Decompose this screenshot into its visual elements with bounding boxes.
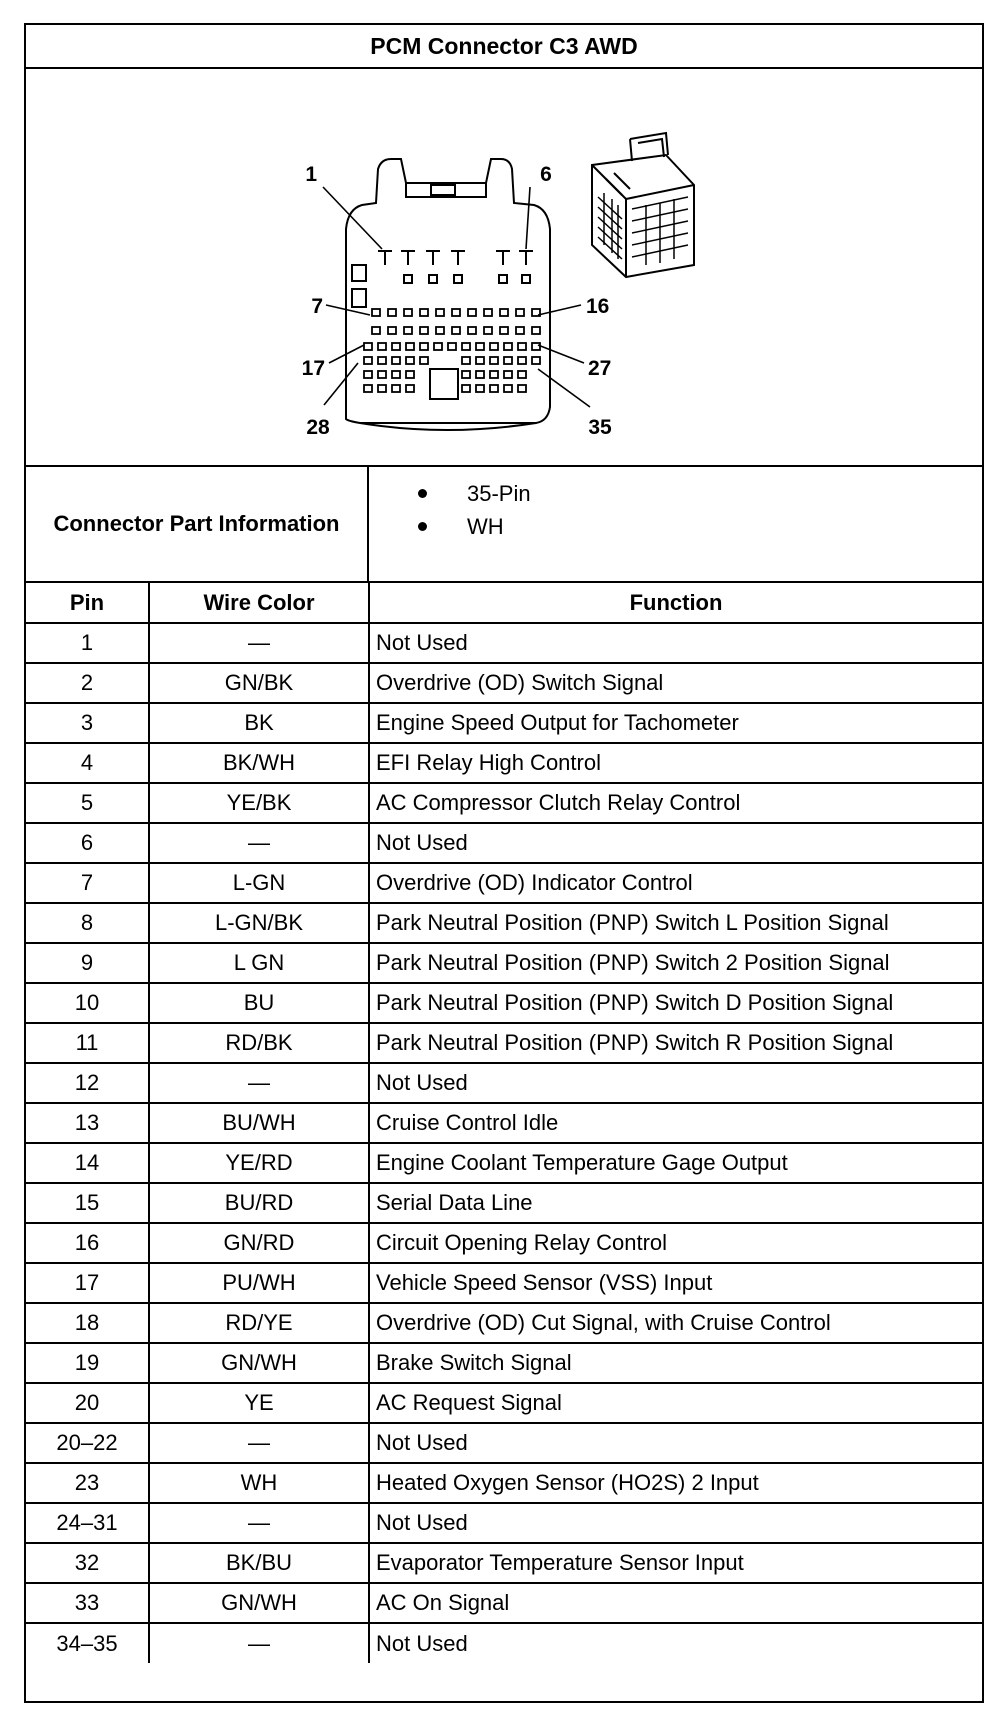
pin-cell: 17 [26,1263,149,1303]
pin-cavity [420,343,428,350]
wire-color-cell: RD/YE [149,1303,369,1343]
pin-cell: 11 [26,1023,149,1063]
pin-cavity [476,371,484,378]
pin-cavity [452,309,460,316]
leader-35 [538,369,590,407]
cpi-item-text: 35-Pin [467,481,531,506]
pin-cavity [448,343,456,350]
pin-cavity [404,309,412,316]
pin-cavity [504,357,512,364]
cpi-label: Connector Part Information [26,467,369,581]
pin-cavity [388,327,396,334]
pin-cavity [504,385,512,392]
wire-color-cell: GN/RD [149,1223,369,1263]
pin-cavity [388,309,396,316]
wire-color-cell: RD/BK [149,1023,369,1063]
function-cell: Serial Data Line [369,1183,982,1223]
cavity [404,275,412,283]
wire-color-cell: L-GN [149,863,369,903]
table-row [26,943,982,983]
pin-cell: 4 [26,743,149,783]
callout-17: 17 [301,357,325,380]
pin-cell: 34–35 [26,1623,149,1663]
function-cell: Circuit Opening Relay Control [369,1223,982,1263]
pin-cavity [452,327,460,334]
terminal-2 [401,251,415,265]
function-cell: AC Request Signal [369,1383,982,1423]
wire-color-cell: YE/RD [149,1143,369,1183]
table-row [26,1103,982,1143]
wire-color-cell: — [149,1503,369,1543]
pin-cavity [462,385,470,392]
pin-cavity [378,385,386,392]
callout-7: 7 [311,295,323,318]
pin-cell: 32 [26,1543,149,1583]
wire-color-cell: — [149,1423,369,1463]
function-cell: Overdrive (OD) Switch Signal [369,663,982,703]
page-title: PCM Connector C3 AWD [26,25,982,69]
table-row [26,1623,982,1663]
wire-color-cell: L GN [149,943,369,983]
leader-6 [526,187,530,249]
header-pin: Pin [26,583,149,623]
table-row [26,983,982,1023]
table-row [26,1343,982,1383]
pin-cell: 13 [26,1103,149,1143]
pin-cell: 5 [26,783,149,823]
pin-cavity [490,357,498,364]
pin-cavity [436,309,444,316]
table-row [26,623,982,663]
table-row [26,1423,982,1463]
pin-cavity [518,385,526,392]
pin-cavity [436,327,444,334]
function-cell: Evaporator Temperature Sensor Input [369,1543,982,1583]
bullet-icon [418,489,427,498]
pin-cavity [500,327,508,334]
pin-cell: 24–31 [26,1503,149,1543]
pin-cavity [364,385,372,392]
pin-cavity [532,327,540,334]
pin-cavity [392,371,400,378]
header-wire-color: Wire Color [149,583,369,623]
pin-cavity [476,357,484,364]
pin-cavity [476,385,484,392]
pin-cell: 18 [26,1303,149,1343]
pin-cavity [516,327,524,334]
pin-cavity [364,357,372,364]
pin-cavity [504,343,512,350]
pin-cavity [532,357,540,364]
wire-color-cell: BK [149,703,369,743]
wire-color-cell: BU/WH [149,1103,369,1143]
table-row [26,823,982,863]
table-row [26,1503,982,1543]
terminal-5 [496,251,510,265]
pin-cell: 20 [26,1383,149,1423]
pin-cavity [392,343,400,350]
function-cell: Brake Switch Signal [369,1343,982,1383]
table-row [26,903,982,943]
function-cell: Not Used [369,1503,982,1543]
callout-6: 6 [540,163,552,186]
wire-color-cell: YE/BK [149,783,369,823]
connector-housing-outline [346,159,550,423]
wire-color-cell: — [149,823,369,863]
function-cell: Not Used [369,823,982,863]
pin-cavity [392,385,400,392]
terminal-3 [426,251,440,265]
wire-color-cell: BU [149,983,369,1023]
pin-cell: 8 [26,903,149,943]
pin-cavity [420,357,428,364]
leader-16 [538,305,581,315]
function-cell: Park Neutral Position (PNP) Switch D Position Signal [369,983,982,1023]
table-row [26,663,982,703]
terminal-6 [519,251,533,265]
pin-cell: 33 [26,1583,149,1623]
pin-cavity [392,357,400,364]
wire-color-cell: BK/BU [149,1543,369,1583]
function-cell: Overdrive (OD) Cut Signal, with Cruise Control [369,1303,982,1343]
wire-color-cell: GN/WH [149,1343,369,1383]
wire-color-cell: — [149,623,369,663]
pin-cavity [406,385,414,392]
cavity [454,275,462,283]
pin-cavity [518,371,526,378]
table-row [26,783,982,823]
pin-cavity [372,309,380,316]
wire-color-cell: BK/WH [149,743,369,783]
pin-table-body [26,623,982,1663]
cavity [429,275,437,283]
top-terminal-row [378,251,533,265]
table-row [26,863,982,903]
pin-cell: 15 [26,1183,149,1223]
function-cell: Overdrive (OD) Indicator Control [369,863,982,903]
function-cell: Not Used [369,1423,982,1463]
cpi-item-text: WH [467,514,504,539]
table-row [26,743,982,783]
bottom-key [430,369,458,399]
pin-cavity [404,327,412,334]
pin-cavity [490,371,498,378]
pin-cell: 19 [26,1343,149,1383]
function-cell: Cruise Control Idle [369,1103,982,1143]
function-cell: EFI Relay High Control [369,743,982,783]
wire-color-cell: WH [149,1463,369,1503]
pin-cavity [476,343,484,350]
pin-cell: 16 [26,1223,149,1263]
table-row [26,1183,982,1223]
pin-cavity [518,343,526,350]
pin-cell: 2 [26,663,149,703]
pin-cavity [372,327,380,334]
function-cell: Engine Speed Output for Tachometer [369,703,982,743]
callout-27: 27 [588,357,612,380]
table-row [26,1463,982,1503]
pin-cell: 23 [26,1463,149,1503]
pin-cavity [406,343,414,350]
pin-grid [364,309,540,392]
table-row [26,703,982,743]
cavity [522,275,530,283]
connector-part-information [26,467,982,583]
header-function: Function [369,583,982,623]
pin-cavity [378,371,386,378]
pin-cavity [468,309,476,316]
cpi-item [369,477,980,510]
pin-cavity [434,343,442,350]
table-row [26,1303,982,1343]
callout-1: 1 [305,163,317,186]
table-row [26,1583,982,1623]
terminal-4 [451,251,465,265]
pin-cell: 14 [26,1143,149,1183]
callout-28: 28 [306,416,330,439]
cpi-item [369,510,980,543]
pin-cavity [516,309,524,316]
function-cell: Not Used [369,623,982,663]
pin-cavity [500,309,508,316]
function-cell: Vehicle Speed Sensor (VSS) Input [369,1263,982,1303]
connector-diagram [26,69,982,467]
cpi-list [369,467,980,591]
pin-cavity [364,371,372,378]
function-cell: Not Used [369,1063,982,1103]
pin-cell: 9 [26,943,149,983]
function-cell: Engine Coolant Temperature Gage Output [369,1143,982,1183]
pin-cavity [462,343,470,350]
table-row [26,1383,982,1423]
housing-skirt [360,423,536,430]
pin-cavity [378,357,386,364]
table-row [26,1543,982,1583]
pin-cell: 3 [26,703,149,743]
pin-cell: 20–22 [26,1423,149,1463]
function-cell: Not Used [369,1623,982,1663]
pin-cavity [490,385,498,392]
wire-color-cell: GN/BK [149,663,369,703]
pin-table [26,583,982,1663]
leader-1 [323,187,382,249]
pin-cell: 1 [26,623,149,663]
latch-window [431,185,455,195]
table-row [26,1263,982,1303]
second-row-cavities [404,275,530,283]
wire-color-cell: YE [149,1383,369,1423]
function-cell: Park Neutral Position (PNP) Switch R Position Signal [369,1023,982,1063]
pin-cavity [504,371,512,378]
connector-sheet [24,23,984,1703]
terminal-1 [378,251,392,265]
pin-cell: 10 [26,983,149,1023]
table-row [26,1023,982,1063]
function-cell: Heated Oxygen Sensor (HO2S) 2 Input [369,1463,982,1503]
callout-16: 16 [586,295,610,318]
pin-cavity [490,343,498,350]
wire-color-cell: L-GN/BK [149,903,369,943]
pin-cell: 7 [26,863,149,903]
pin-cavity [420,327,428,334]
pin-cavity [378,343,386,350]
pin-cavity [364,343,372,350]
pin-cavity [406,357,414,364]
table-row [26,1143,982,1183]
leader-28 [324,363,358,405]
pin-cavity [406,371,414,378]
function-cell: AC Compressor Clutch Relay Control [369,783,982,823]
left-key [352,265,366,281]
wire-color-cell: — [149,1623,369,1663]
function-cell: Park Neutral Position (PNP) Switch 2 Position Signal [369,943,982,983]
pin-cavity [468,327,476,334]
pin-cavity [484,327,492,334]
table-row [26,1063,982,1103]
callout-35: 35 [588,416,612,439]
pin-cavity [420,309,428,316]
wire-color-cell: GN/WH [149,1583,369,1623]
connector-figure [26,69,982,467]
cavity [499,275,507,283]
wire-color-cell: — [149,1063,369,1103]
pin-cavity [462,357,470,364]
pin-cell: 6 [26,823,149,863]
left-key-lower [352,289,366,307]
wire-color-cell: PU/WH [149,1263,369,1303]
connector-isometric-icon [592,133,694,277]
table-row [26,1223,982,1263]
pin-cell: 12 [26,1063,149,1103]
pin-cavity [518,357,526,364]
wire-color-cell: BU/RD [149,1183,369,1223]
leader-27 [538,345,584,363]
function-cell: AC On Signal [369,1583,982,1623]
table-header-row [26,583,982,623]
pin-cavity [532,343,540,350]
function-cell: Park Neutral Position (PNP) Switch L Position Signal [369,903,982,943]
pin-cavity [484,309,492,316]
bullet-icon [418,522,427,531]
pin-cavity [462,371,470,378]
